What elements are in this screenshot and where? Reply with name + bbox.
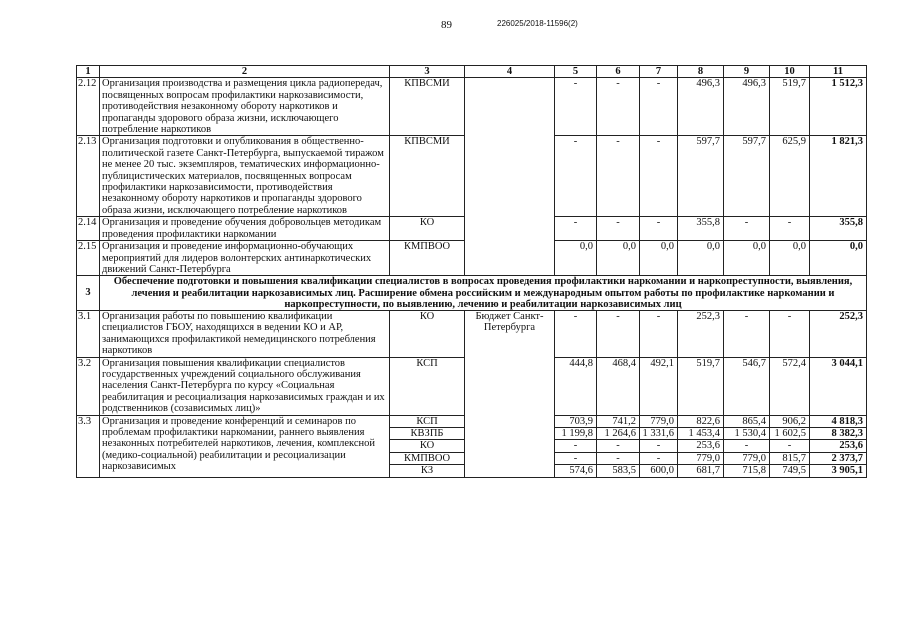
activity-name: Организация производства и размещения цикла радиопередач, посвященных вопросам профилактики наркозависимости, противодействия незаконному обороту наркотиков и пропаганды здорового образа жизни, исключающего потребление наркотиков (100, 78, 390, 136)
header-cell: 8 (678, 66, 724, 78)
value-cell: 519,7 (770, 78, 810, 136)
total-cell: 3 044,1 (810, 357, 867, 415)
executor: КМПВОО (390, 241, 465, 276)
value-cell: - (724, 440, 770, 452)
value-cell: 741,2 (597, 415, 640, 427)
value-cell: 715,8 (724, 465, 770, 477)
program-table (76, 65, 867, 478)
funding-source (465, 78, 555, 276)
value-cell: - (597, 452, 640, 464)
value-cell: 583,5 (597, 465, 640, 477)
row-number: 3.2 (77, 357, 100, 415)
value-cell: 703,9 (555, 415, 597, 427)
value-cell: - (770, 440, 810, 452)
row-number: 3.3 (77, 415, 100, 477)
total-cell: 253,6 (810, 440, 867, 452)
row-number: 2.14 (77, 217, 100, 241)
value-cell: 572,4 (770, 357, 810, 415)
funding-source: Бюджет Санкт-Петербурга (465, 310, 555, 477)
value-cell: - (640, 310, 678, 357)
value-cell: 815,7 (770, 452, 810, 464)
total-cell: 3 905,1 (810, 465, 867, 477)
value-cell: 779,0 (724, 452, 770, 464)
value-cell: - (640, 452, 678, 464)
value-cell: - (555, 136, 597, 217)
value-cell: - (724, 217, 770, 241)
row-number: 3.1 (77, 310, 100, 357)
total-cell: 355,8 (810, 217, 867, 241)
total-cell: 8 382,3 (810, 427, 867, 439)
executor: КО (390, 440, 465, 452)
value-cell: 444,8 (555, 357, 597, 415)
value-cell: 1 331,6 (640, 427, 678, 439)
value-cell: 253,6 (678, 440, 724, 452)
value-cell: 496,3 (678, 78, 724, 136)
activity-name: Организация и проведение конференций и семинаров по проблемам профилактики наркомании, раннего выявления незаконных потребителей наркотиков, лечения, комплексной (медико-социальной) реабилитации и ресоциализации наркозависимых (100, 415, 390, 477)
header-cell: 5 (555, 66, 597, 78)
executor: КО (390, 310, 465, 357)
page-number: 89 (441, 19, 452, 31)
value-cell: 681,7 (678, 465, 724, 477)
activity-name: Организация и проведение обучения добровольцев методикам проведения профилактики наркомании (100, 217, 390, 241)
value-cell: - (597, 440, 640, 452)
header-cell: 10 (770, 66, 810, 78)
value-cell: 355,8 (678, 217, 724, 241)
value-cell: 519,7 (678, 357, 724, 415)
header-row (77, 66, 867, 78)
row-number: 2.12 (77, 78, 100, 136)
value-cell: 0,0 (597, 241, 640, 276)
value-cell: - (640, 78, 678, 136)
executor: КСП (390, 415, 465, 427)
section-number: 3 (77, 276, 100, 311)
executor: КПВСМИ (390, 78, 465, 136)
value-cell: 1 602,5 (770, 427, 810, 439)
value-cell: 546,7 (724, 357, 770, 415)
value-cell: 0,0 (770, 241, 810, 276)
activity-name: Организация повышения квалификации специалистов государственных учреждений социального обслуживания населения Санкт-Петербурга по курсу «Социальная реабилитация и ресоциализация наркозависимых граждан и их родственников (созависимых лиц)» (100, 357, 390, 415)
value-cell: 625,9 (770, 136, 810, 217)
executor: КПВСМИ (390, 136, 465, 217)
section-title: Обеспечение подготовки и повышения квалификации специалистов в вопросах проведения профилактики наркомании и наркопреступности, выявления, лечения и реабилитации наркозависимых лиц. Расширение обмена российским и международным опытом работы по профилактике наркомании и наркопреступности, по выявлению, лечению и реабилитации наркозависимых лиц (100, 276, 867, 311)
value-cell: 1 199,8 (555, 427, 597, 439)
value-cell: 779,0 (678, 452, 724, 464)
value-cell: 865,4 (724, 415, 770, 427)
header-cell: 7 (640, 66, 678, 78)
total-cell: 1 512,3 (810, 78, 867, 136)
value-cell: 574,6 (555, 465, 597, 477)
value-cell: - (597, 310, 640, 357)
value-cell: - (555, 452, 597, 464)
total-cell: 4 818,3 (810, 415, 867, 427)
value-cell: - (724, 310, 770, 357)
executor: КЗ (390, 465, 465, 477)
header-cell: 2 (100, 66, 390, 78)
total-cell: 0,0 (810, 241, 867, 276)
value-cell: 600,0 (640, 465, 678, 477)
table-row (77, 310, 867, 357)
row-number: 2.13 (77, 136, 100, 217)
value-cell: 0,0 (555, 241, 597, 276)
value-cell: - (640, 217, 678, 241)
value-cell: 1 453,4 (678, 427, 724, 439)
header-cell: 6 (597, 66, 640, 78)
value-cell: - (555, 440, 597, 452)
header-cell: 3 (390, 66, 465, 78)
value-cell: 779,0 (640, 415, 678, 427)
document-id: 226025/2018-11596(2) (497, 19, 578, 28)
value-cell: - (640, 440, 678, 452)
row-number: 2.15 (77, 241, 100, 276)
value-cell: 597,7 (724, 136, 770, 217)
value-cell: 906,2 (770, 415, 810, 427)
total-cell: 252,3 (810, 310, 867, 357)
value-cell: 1 530,4 (724, 427, 770, 439)
value-cell: - (597, 136, 640, 217)
value-cell: - (770, 217, 810, 241)
header-cell: 1 (77, 66, 100, 78)
value-cell: - (597, 78, 640, 136)
value-cell: 749,5 (770, 465, 810, 477)
value-cell: 597,7 (678, 136, 724, 217)
total-cell: 1 821,3 (810, 136, 867, 217)
executor: КВЗПБ (390, 427, 465, 439)
value-cell: 0,0 (724, 241, 770, 276)
value-cell: 468,4 (597, 357, 640, 415)
activity-name: Организация и проведение информационно-обучающих мероприятий для лидеров волонтерских антинаркотических движений Санкт-Петербурга (100, 241, 390, 276)
value-cell: - (597, 217, 640, 241)
value-cell: 0,0 (678, 241, 724, 276)
value-cell: - (640, 136, 678, 217)
value-cell: - (555, 310, 597, 357)
value-cell: - (770, 310, 810, 357)
section-row (77, 276, 867, 311)
activity-name: Организация работы по повышению квалификации специалистов ГБОУ, находящихся в ведении КО и АР, занимающихся профилактикой немедицинского потребления наркотиков (100, 310, 390, 357)
value-cell: 0,0 (640, 241, 678, 276)
value-cell: 492,1 (640, 357, 678, 415)
value-cell: 822,6 (678, 415, 724, 427)
value-cell: 1 264,6 (597, 427, 640, 439)
value-cell: - (555, 78, 597, 136)
value-cell: - (555, 217, 597, 241)
value-cell: 496,3 (724, 78, 770, 136)
header-cell: 4 (465, 66, 555, 78)
header-cell: 11 (810, 66, 867, 78)
table-row (77, 78, 867, 136)
header-cell: 9 (724, 66, 770, 78)
executor: КО (390, 217, 465, 241)
executor: КМПВОО (390, 452, 465, 464)
value-cell: 252,3 (678, 310, 724, 357)
activity-name: Организация подготовки и опубликования в общественно-политической газете Санкт-Петербурга, выпускаемой тиражом не менее 20 тыс. экземпляров, тематических информационно-публицистических материалов, посвященных вопросам профилактики наркозависимости, противодействия незаконному обороту наркотиков и пропаганды здорового образа жизни, исключающего потребление наркотиков (100, 136, 390, 217)
total-cell: 2 373,7 (810, 452, 867, 464)
executor: КСП (390, 357, 465, 415)
